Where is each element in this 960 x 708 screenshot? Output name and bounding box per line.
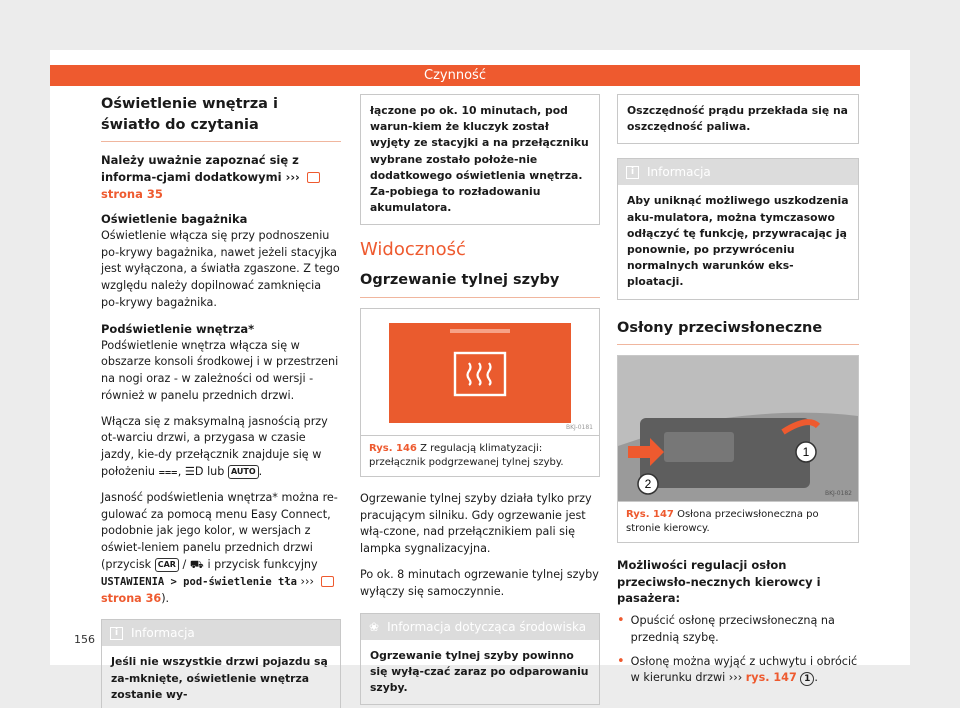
bullet2-text: Osłonę można wyjąć z uchwytu i obrócić w kierunku drzwi ››› <box>630 654 858 685</box>
leaf-icon: ❀ <box>369 619 380 634</box>
environment-box-body: Ogrzewanie tylnej szyby powinno się wyłą-czać zaraz po odparowaniu szyby. <box>370 648 589 695</box>
section-title: Ogrzewanie tylnej szyby <box>360 270 600 298</box>
heading-trunk: Oświetlenie bagażnika <box>101 212 248 227</box>
column-sun-visors <box>617 94 859 694</box>
paragraph-brightness: Jasność podświetlenia wnętrza* można re-gulować za pomocą menu Easy Connect, podobnie jak jego kolor, w wersjach z oświet-leniem panelu przednich drzwi (przycisk CAR / ⛟ i przycisk funkcyjny USTAWIENIA > pod-świetlenie tła ››› strona 36). <box>101 490 338 605</box>
page-header: Czynność <box>50 65 860 86</box>
section-title: Oświetlenie wnętrza i światło do czytania <box>101 94 341 142</box>
info-icon: i <box>110 627 123 640</box>
paragraph-heating: Ogrzewanie tylnej szyby działa tylko przy pracującym silniku. Gdy ogrzewanie jest włą-czone, nad przełącznikiem pali się lampka sygnalizacyjna. <box>360 491 592 556</box>
environment-box-body: Oszczędność prądu przekłada się na oszczędność paliwa. <box>627 104 848 134</box>
info-box-header <box>618 159 858 185</box>
environment-box <box>360 613 600 706</box>
section-title: Osłony przeciwsłoneczne <box>617 318 859 346</box>
figure-image <box>618 356 858 501</box>
figure-link[interactable]: rys. 147 <box>745 671 797 685</box>
info-box-title: Informacja <box>647 165 711 180</box>
figure-label: Rys. 147 <box>626 509 674 521</box>
page-link[interactable]: strona 35 <box>101 186 163 201</box>
section-heading: Widoczność <box>360 239 466 261</box>
auto-icon: AUTO <box>228 465 259 479</box>
list-item-text: Opuścić osłonę przeciwsłoneczną na przednią szybę. <box>630 614 835 644</box>
caption-text: Osłona przeciwsłoneczna po stronie kierowcy. <box>626 509 819 535</box>
closing: ). <box>161 591 170 605</box>
info-box-body: łączone po ok. 10 minutach, pod warun-kiem że kluczyk został wyjęty ze stacyjki a na przełączniku wybrane zostało położe-nie dodatkowego oświetlenia wnętrza. Za-pobiega to rozładowaniu akumulatora. <box>370 104 589 215</box>
callout-reference: 1 <box>800 672 814 686</box>
brightness-text-2: i przycisk funkcyjny <box>207 558 318 572</box>
info-box-body: Aby uniknąć możliwego uszkodzenia aku-mulatora, można tymczasowo odłączyć tę funkcję, przywracając ją ponownie, po przywróceniu normalnych warunków eks-ploatacji. <box>627 194 849 289</box>
closing: . <box>814 671 818 685</box>
paragraph-trunk: Oświetlenie włącza się przy podnoszeniu po-krywy bagażnika, nawet jeżeli stacyjka jest wyłączona, a światła zgaszone. Z tego względu należy dopilnować zamknięcia po-krywy bagażnika. <box>101 228 340 310</box>
paragraph-timer: Po ok. 8 minutach ogrzewanie tylnej szyby wyłączy się samoczynnie. <box>360 568 599 598</box>
figure-146 <box>360 308 600 477</box>
info-box-continued <box>360 94 600 225</box>
vanity-mirror <box>664 432 734 462</box>
list-item-text <box>631 654 859 688</box>
bullet-icon: • <box>617 613 625 629</box>
callout-2-label: 2 <box>644 477 652 492</box>
info-box <box>101 619 341 708</box>
callout-1-label: 1 <box>802 445 810 460</box>
environment-box-title: Informacja dotycząca środowiska <box>387 619 587 634</box>
intro-text: Należy uważnie zapoznać się z informa-cjami dodatkowymi ››› <box>101 153 300 184</box>
bullet-icon: • <box>617 653 625 669</box>
column-visibility <box>360 94 600 708</box>
book-reference-icon <box>307 172 320 183</box>
menu-path: USTAWIENIA > pod-świetlenie tła <box>101 575 297 588</box>
figure-image <box>361 309 599 435</box>
car-button-icon: CAR <box>155 558 179 572</box>
paragraph-backlight: Podświetlenie wnętrza włącza się w obszarze konsoli środkowej i w przestrzeni na nogi oraz - w zależności od wersji - również w panelu przednich drzwi. <box>101 338 339 402</box>
book-reference-icon <box>321 576 334 587</box>
figure-caption <box>618 501 858 542</box>
doors-or: lub <box>207 465 225 479</box>
info-box-header <box>102 620 340 646</box>
figure-147 <box>617 355 859 543</box>
doors-text: Włącza się z maksymalną jasnością przy ot-warciu drzwi, a przygasa w czasie jazdy, kie-dy przełącznik znajduje się w położeniu <box>101 414 328 479</box>
list-item <box>617 613 859 647</box>
car-icon: ⛟ <box>189 558 204 572</box>
arrows: ››› <box>300 574 314 588</box>
page-link[interactable]: strona 36 <box>101 591 162 605</box>
figure-caption <box>361 435 599 476</box>
caption-text: Z regulacją klimatyzacji: przełącznik podgrzewanej tylnej szyby. <box>369 442 564 468</box>
heading-backlight: Podświetlenie wnętrza* <box>101 321 255 336</box>
info-icon: i <box>626 166 639 179</box>
figure-code: BKJ-0182 <box>824 490 852 498</box>
intro-note <box>101 152 341 202</box>
column-interior-lighting <box>101 94 341 708</box>
heading-adjust: Możliwości regulacji osłon przeciwsło-necznych kierowcy i pasażera: <box>617 558 821 606</box>
environment-box-continued <box>617 94 859 144</box>
info-box-title: Informacja <box>131 626 195 641</box>
indicator-lamp <box>450 329 510 333</box>
paragraph-doors: Włącza się z maksymalną jasnością przy ot-warciu drzwi, a przygasa w czasie jazdy, kie-dy przełącznik znajduje się w położeniu ⩶, ☰D lub AUTO . <box>101 414 328 479</box>
page-number: 156 <box>74 633 95 646</box>
info-box-body: Jeśli nie wszystkie drzwi pojazdu są za-mknięte, oświetlenie wnętrza zostanie wy- <box>111 655 328 701</box>
parking-light-icon: ⩶ <box>158 465 178 479</box>
figure-code: BKJ-0181 <box>565 423 593 431</box>
rear-window-heating-illustration <box>361 309 599 435</box>
brightness-text: Jasność podświetlenia wnętrza* można re-gulować za pomocą menu Easy Connect, podobnie jak jego kolor, w wersjach z oświet-leniem panelu przednich drzwi (przycisk <box>101 490 338 572</box>
sun-visor-illustration <box>618 356 858 501</box>
control-panel <box>389 323 571 423</box>
environment-box-header <box>361 614 599 640</box>
figure-label: Rys. 146 <box>369 442 417 454</box>
low-beam-icon: ☰D <box>184 465 204 479</box>
info-box <box>617 158 859 299</box>
list-item <box>617 654 859 688</box>
